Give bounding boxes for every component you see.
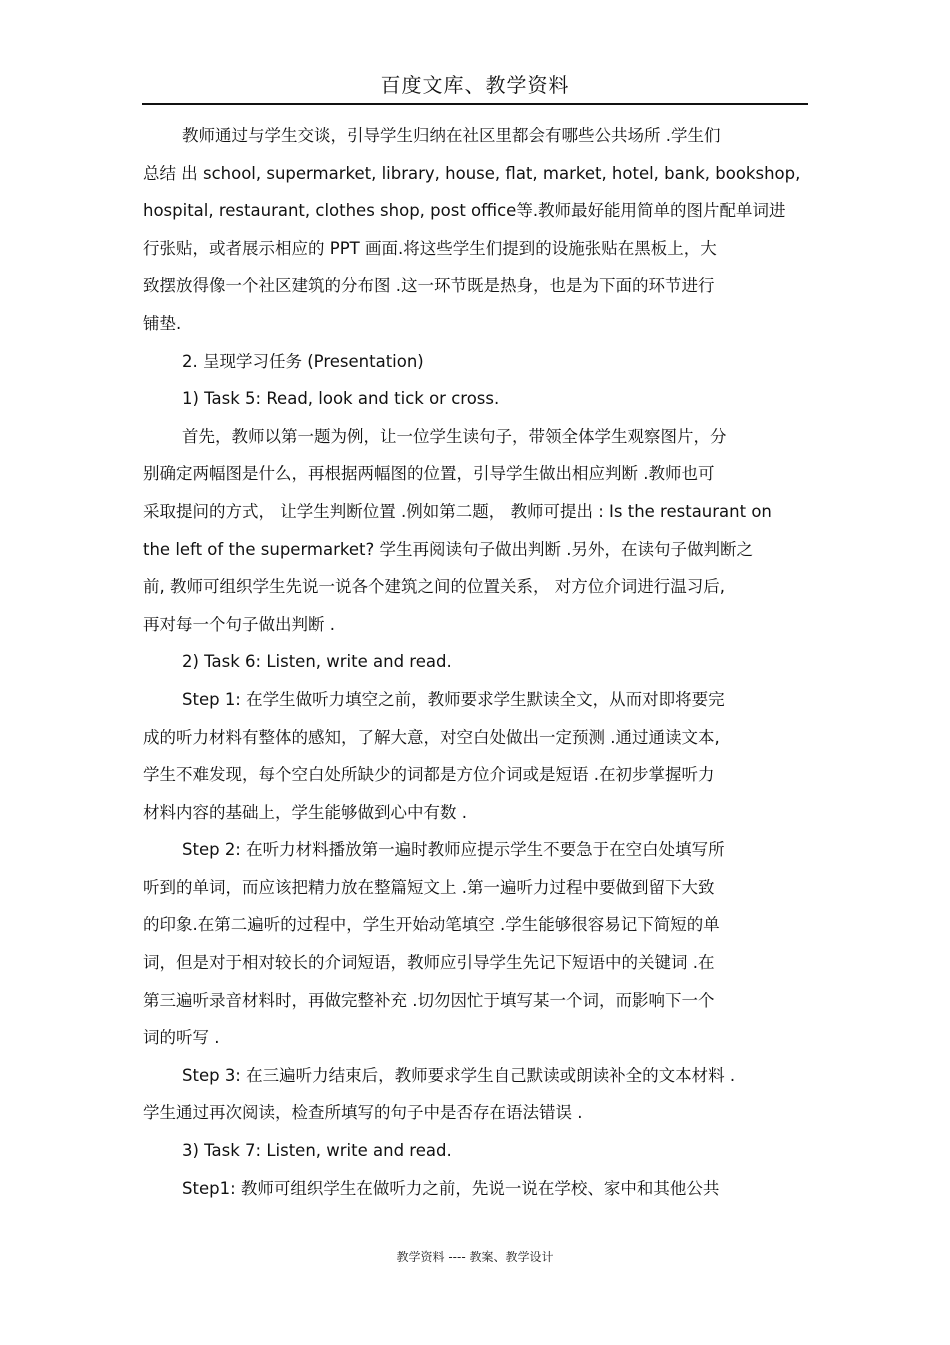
text-line: 教师通过与学生交谈，引导学生归纳在社区里都会有哪些公共场所 .学生们	[182, 126, 721, 145]
text-line: 采取提问的方式， 让学生判断位置 .例如第二题， 教师可提出 : Is the restaurant on	[143, 501, 772, 521]
text-line: the left of the supermarket? 学生再阅读句子做出判断 .另外，在读句子做判断之	[143, 539, 753, 559]
text-line: Step 2: 在听力材料播放第一遍时教师应提示学生不要急于在空白处填写所	[182, 840, 725, 860]
text-line: Step 3: 在三遍听力结束后，教师要求学生自己默读或朗读补全的文本材料 .	[182, 1065, 736, 1085]
text-line: Step 1: 在学生做听力填空之前，教师要求学生默读全文，从而对即将要完	[182, 689, 725, 709]
page-header	[142, 70, 808, 105]
text-line: Step1: 教师可组织学生在做听力之前，先说一说在学校、家中和其他公共	[182, 1178, 720, 1198]
document-body	[143, 117, 815, 1207]
footer-text: 教学资料 ---- 教案、教学设计	[396, 1250, 554, 1264]
text-line: 致摆放得像一个社区建筑的分布图 .这一环节既是热身，也是为下面的环节进行	[143, 276, 715, 296]
text-line: 材料内容的基础上，学生能够做到心中有数 .	[143, 802, 467, 822]
text-line: 总结 出 school, supermarket, library, house, flat, market, hotel, bank, bookshop,	[143, 163, 801, 183]
page-footer	[0, 1247, 950, 1267]
text-line: 词的听写 .	[143, 1028, 220, 1048]
text-line: 2. 呈现学习任务 (Presentation)	[182, 351, 424, 371]
text-line: 学生通过再次阅读，检查所填写的句子中是否存在语法错误 .	[143, 1103, 583, 1123]
text-line: 1) Task 5: Read, look and tick or cross.	[182, 389, 500, 409]
text-line: 第三遍听录音材料时，再做完整补充 .切勿因忙于填写某一个词，而影响下一个	[143, 990, 715, 1010]
text-line: 行张贴，或者展示相应的 PPT 画面.将这些学生们提到的设施张贴在黑板上，大	[143, 238, 717, 258]
text-line: 的印象.在第二遍听的过程中，学生开始动笔填空 .学生能够很容易记下简短的单	[143, 915, 720, 935]
text-line: 听到的单词，而应该把精力放在整篇短文上 .第一遍听力过程中要做到留下大致	[143, 877, 715, 897]
text-line: 3) Task 7: Listen, write and read.	[182, 1141, 452, 1161]
text-line: 前, 教师可组织学生先说一说各个建筑之间的位置关系， 对方位介词进行温习后,	[143, 577, 725, 597]
text-line: 词，但是对于相对较长的介词短语，教师应引导学生先记下短语中的关键词 .在	[143, 953, 715, 973]
page-title: 百度文库、教学资料	[380, 73, 570, 97]
text-line: 成的听力材料有整体的感知，了解大意，对空白处做出一定预测 .通过通读文本,	[143, 727, 720, 747]
text-line: 铺垫.	[143, 313, 182, 333]
text-line: 学生不难发现，每个空白处所缺少的词都是方位介词或是短语 .在初步掌握听力	[143, 765, 715, 785]
text-line: hospital, restaurant, clothes shop, post office等.教师最好能用简单的图片配单词进	[143, 201, 786, 221]
text-line: 首先，教师以第一题为例，让一位学生读句子，带领全体学生观察图片，分	[182, 426, 727, 446]
text-line: 再对每一个句子做出判断 .	[143, 614, 335, 634]
text-line: 2) Task 6: Listen, write and read.	[182, 652, 452, 672]
text-line: 别确定两幅图是什么，再根据两幅图的位置，引导学生做出相应判断 .教师也可	[143, 464, 715, 484]
